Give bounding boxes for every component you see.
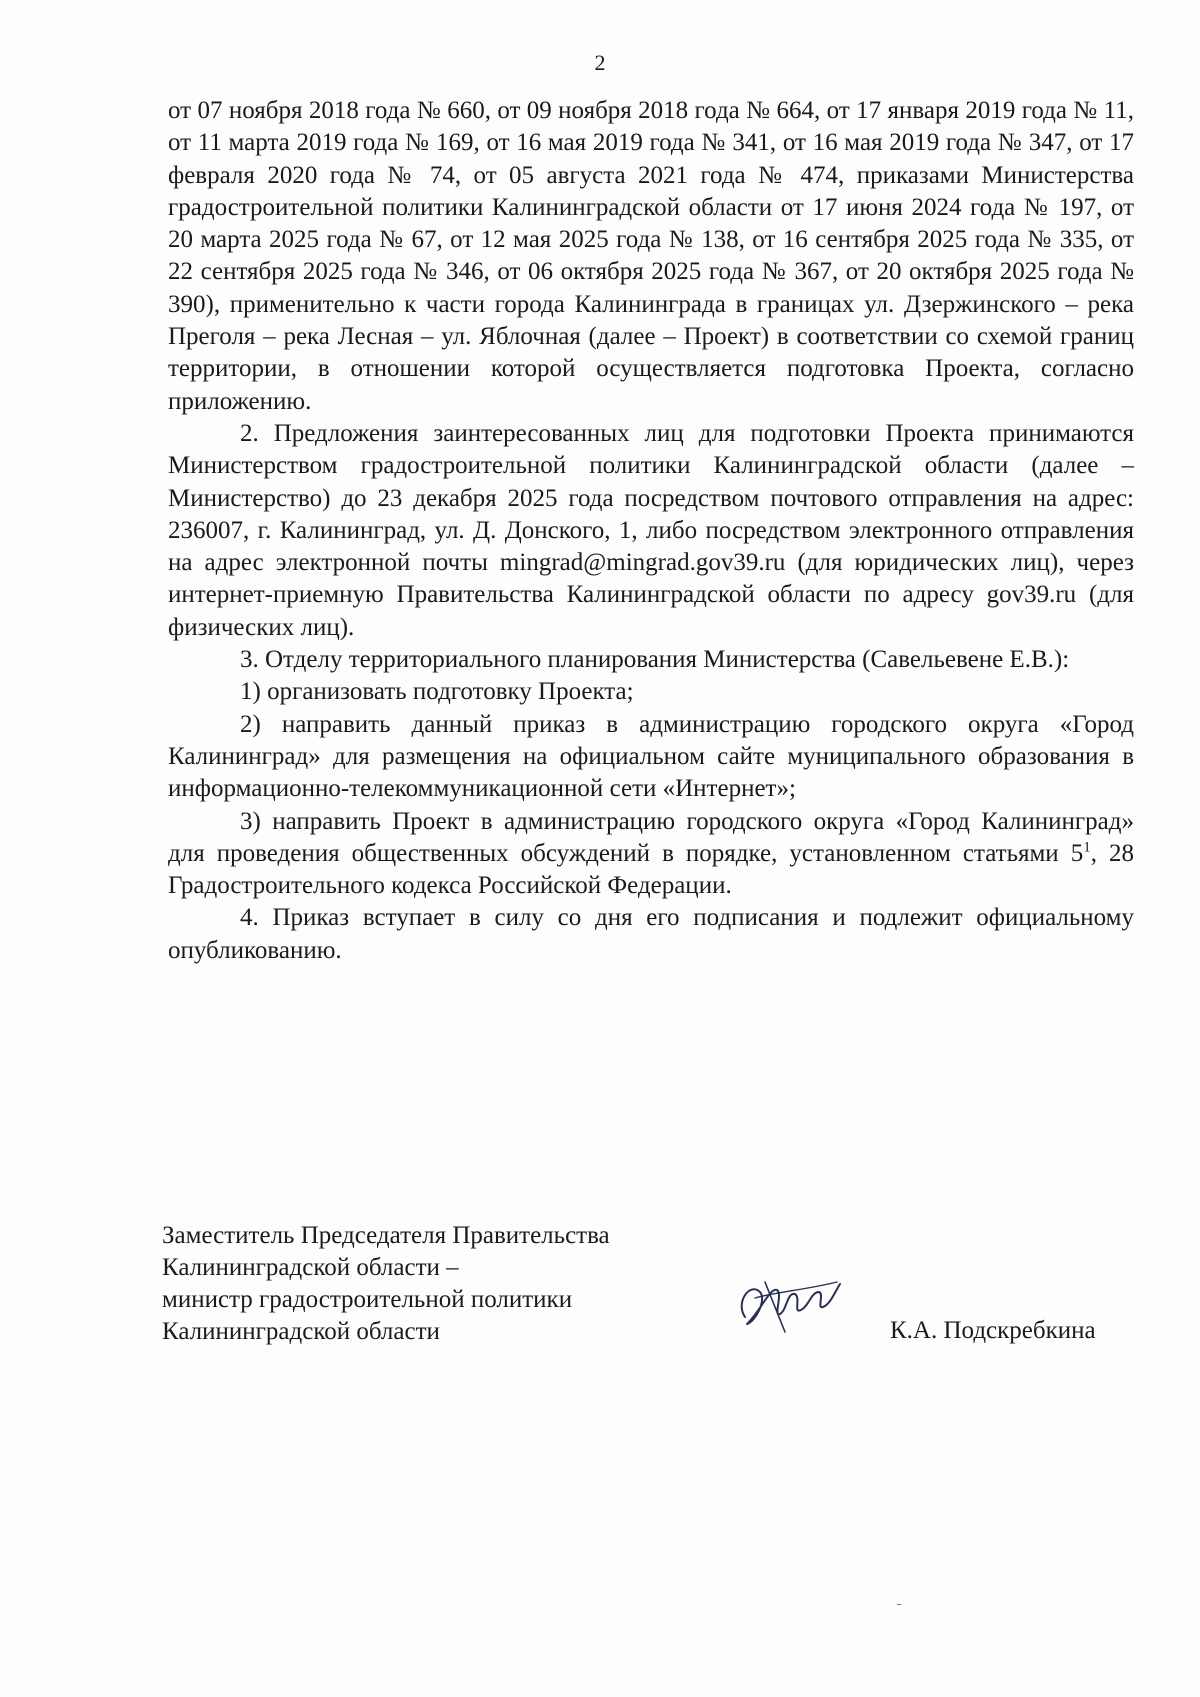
paragraph-3-item-1: 1) организовать подготовку Проекта; (240, 678, 634, 706)
paragraph-3-item-3-text: 3) направить Проект в администрацию городского округа «Город Калининград» для проведения общественных обсуждений в порядке, установленном статьями 5 (168, 807, 1134, 867)
handwritten-signature (725, 1262, 845, 1342)
paragraph-3: 3. Отделу территориального планирования Министерства (Савельевене Е.В.): (240, 646, 1070, 674)
paragraph-2: 2. Предложения заинтересованных лиц для подготовки Проекта принимаются Министерством градостроительной политики Калининградской области (далее – Министерство) до 23 декабря 2025 года посредством почтового отправления на адрес: 236007, г. Калининград, ул. Д. Донского, 1, либо посредством электронного отправления на адрес электронной почты mingrad@mingrad.gov39.ru (для юридических лиц), через интернет-приемную Правительства Калининградской области по адресу gov39.ru (для физических лиц). (168, 419, 1134, 641)
paragraph-3-item-3-tail: , 28 Градостроительного кодекса Российской Федерации. (168, 839, 1134, 900)
signatory-line-3: министр градостроительной политики (162, 1286, 573, 1313)
paragraph-3-item-3 (168, 806, 1134, 903)
paragraph-4: 4. Приказ вступает в силу со дня его подписания и подлежит официальному опубликованию. (168, 904, 1134, 964)
document-body (168, 95, 1134, 967)
signatory-line-2: Калининградской области – (162, 1254, 459, 1281)
signatory-title (162, 1220, 610, 1348)
paragraph-continuation: от 07 ноября 2018 года № 660, от 09 ноября 2018 года № 664, от 17 января 2019 года № 11, от 11 марта 2019 года № 169, от 16 мая 2019 года № 341, от 16 мая 2019 года № 347, от 17 февраля 2020 года № 74, от 05 августа 2021 года № 474, приказами Министерства градостроительной политики Калининградской области от 17 июня 2024 года № 197, от 20 марта 2025 года № 67, от 12 мая 2025 года № 138, от 16 сентября 2025 года № 335, от 22 сентября 2025 года № 346, от 06 октября 2025 года № 367, от 20 октября 2025 года № 390), применительно к части города Калининграда в границах ул. Дзержинского – река Преголя – река Лесная – ул. Яблочная (далее – Проект) в соответствии со схемой границ территории, в отношении которой осуществляется подготовка Проекта, согласно приложению. (168, 97, 1134, 415)
signatory-line-1: Заместитель Председателя Правительства (162, 1222, 610, 1249)
signer-name: К.А. Подскребкина (890, 1317, 1096, 1344)
superscript: 1 (1083, 839, 1091, 856)
paragraph-3-item-2: 2) направить данный приказ в администрацию городского округа «Город Калининград» для размещения на официальном сайте муниципального образования в информационно-телекоммуникационной сети «Интернет»; (168, 710, 1134, 803)
scan-speck (897, 1604, 901, 1605)
signatory-line-4: Калининградской области (162, 1318, 440, 1345)
page-number: 2 (594, 50, 606, 75)
